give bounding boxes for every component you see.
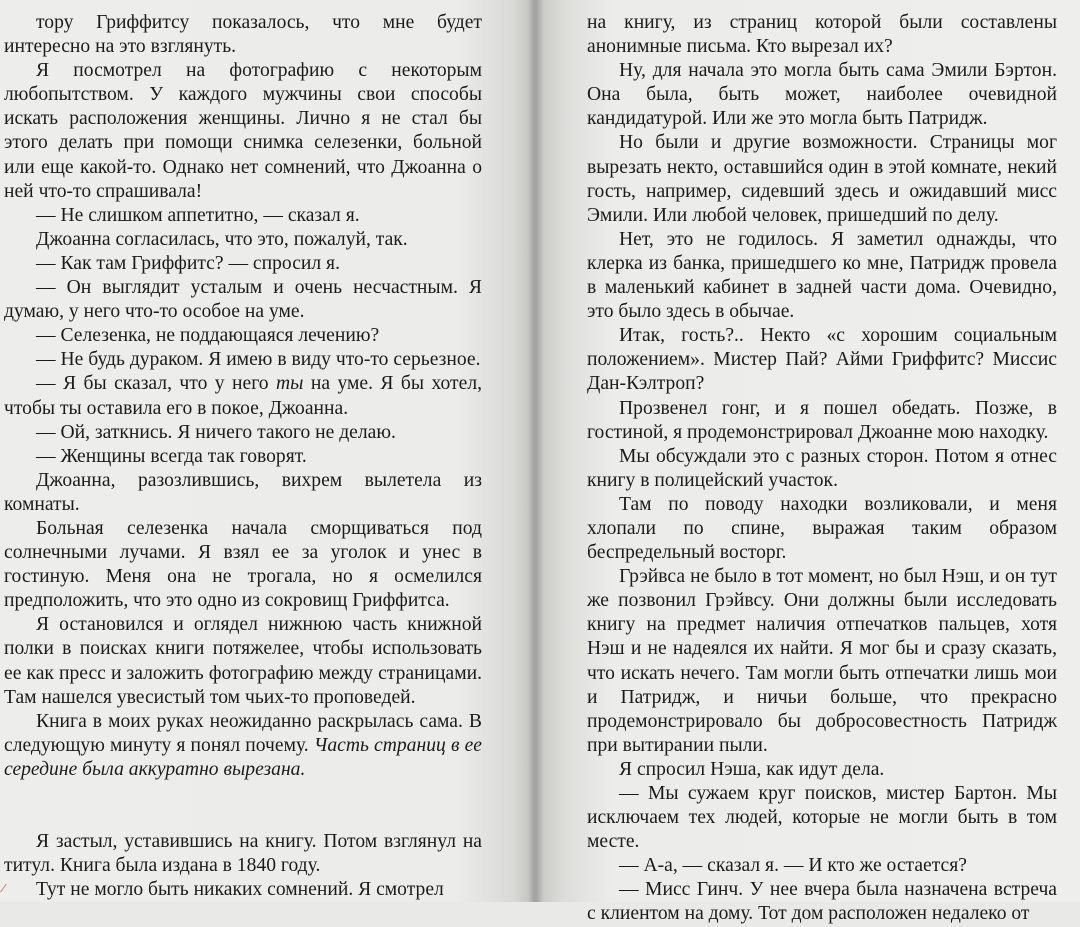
text-run: Книга в моих руках неожиданно раскрылась сама. В следующую минуту я понял почему. [4, 710, 482, 756]
text-run: — Женщины всегда так говорят. [36, 445, 307, 467]
right-page-paragraph [587, 565, 1057, 758]
right-page-paragraph [587, 11, 1057, 59]
right-page-paragraph [587, 782, 1057, 854]
right-page-paragraph [587, 324, 1057, 396]
left-page-paragraph [4, 878, 482, 902]
text-run: — Ой, заткнись. Я ничего такого не делаю. [36, 421, 396, 443]
left-page-paragraph [4, 348, 482, 372]
left-page-paragraph [4, 613, 482, 709]
left-page-paragraph [4, 372, 482, 420]
right-page-paragraph [587, 493, 1057, 565]
right-page-paragraph [587, 854, 1057, 878]
left-page-paragraph [4, 204, 482, 228]
right-page-paragraph [587, 131, 1057, 227]
section-break [4, 782, 482, 830]
left-page [0, 0, 535, 902]
text-run: — Как там Гриффитс? — спросил я. [36, 252, 340, 274]
right-page-paragraph [587, 59, 1057, 131]
text-run: — Не слишком аппетитно, — сказал я. [36, 204, 360, 226]
text-run: на уме. Я бы хотел, чтобы ты оставила его в покое, Джоанна. [4, 373, 482, 419]
book-spine-gutter [528, 0, 544, 902]
left-page-paragraph [4, 445, 482, 469]
text-run: Мы обсуждали это с разных сторон. Потом я отнес книгу в полицейский участок. [587, 445, 1057, 491]
italic-text-run: ты [275, 373, 304, 395]
left-page-paragraph [4, 421, 482, 445]
text-run: Ну, для начала это могла быть сама Эмили Бэртон. Она была, быть может, наиболее очевидной кандидатурой. Или же это могла быть Патридж. [587, 60, 1057, 130]
right-page-paragraph [587, 878, 1057, 926]
left-page-paragraph [4, 517, 482, 613]
left-page-paragraph [4, 276, 482, 324]
text-run: Нет, это не годилось. Я заметил однажды, что клерка из банка, пришедшего ко мне, Патридж провела в маленький кабинет в задней части дома. Очевидно, это было здесь в обычае. [587, 228, 1057, 323]
right-page [535, 0, 1080, 925]
left-page-paragraph [4, 11, 482, 59]
left-page-paragraph [4, 710, 482, 782]
text-run: — Он выглядит усталым и очень несчастным. Я думаю, у него что-то особое на уме. [4, 277, 482, 323]
text-run: — Селезенка, не поддающаяся лечению? [36, 325, 380, 347]
text-run: тору Гриффитсу показалось, что мне будет интересно на это взглянуть. [4, 12, 482, 58]
text-run: Я остановился и оглядел нижнюю часть книжной полки в поисках книги потяжелее, чтобы использовать ее как пресс и заложить фотографию между страницами. Там нашелся увесистый том чьих-то проповедей. [4, 614, 482, 708]
text-run: Я застыл, уставившись на книгу. Потом взглянул на титул. Книга была издана в 1840 году. [4, 831, 482, 877]
text-run: Прозвенел гонг, и я пошел обедать. Позже, в гостиной, я продемонстрировал Джоанне мою находку. [587, 397, 1057, 443]
right-page-paragraph [587, 445, 1057, 493]
text-run: — Не будь дураком. Я имею в виду что-то серьезное. [36, 349, 481, 371]
text-run: Я посмотрел на фотографию с некоторым любопытством. У каждого мужчины свои способы искать расположения женщины. Лично я не стал бы этого делать при помощи снимка селезенки, больной или еще какой-то. Однако нет сомнений, что Джоанна о ней что-то спрашивала! [4, 60, 482, 202]
text-run: — Я бы сказал, что у него [36, 373, 276, 395]
text-run: на книгу, из страниц которой были составлены анонимные письма. Кто вырезал их? [587, 12, 1057, 58]
text-run: — Мисс Гинч. У нее вчера была назначена встреча с клиентом на дому. Тот дом расположен недалеко от [587, 879, 1057, 925]
text-run: Там по поводу находки возликовали, и меня хлопали по спине, выражая таким образом беспредельный восторг. [587, 493, 1057, 564]
text-run: — Мы сужаем круг поисков, мистер Бартон. Мы исключаем тех людей, которые не могли быть в том месте. [587, 783, 1057, 853]
right-page-paragraph [587, 758, 1057, 782]
left-page-paragraph [4, 324, 482, 348]
text-run: Я спросил Нэша, как идут дела. [619, 758, 885, 780]
text-run: Больная селезенка начала сморщиваться под солнечными лучами. Я взял ее за уголок и унес в гостиную. Меня она не трогала, но я осмелился предположить, что это одно из сокровищ Гриффитса. [4, 517, 482, 612]
text-run: Грэйвса не было в тот момент, но был Нэш, и он тут же позвонил Грэйвсу. Они должны были исследовать книгу на предмет наличия отпечатков пальцев, хотя Нэш и не надеялся их найти. Я мог бы и сразу сказать, что искать нечего. Там могли быть отпечатки лишь мои и Патридж, и ничьи больше, что прекрасно продемонстрировало бы добросовестность Патридж при вытирании пыли. [587, 566, 1057, 756]
text-run: Тут не могло быть никаких сомнений. Я смотрел [36, 879, 444, 901]
left-page-paragraph [4, 469, 482, 517]
text-run: Джоанна согласилась, что это, пожалуй, так. [36, 228, 408, 250]
left-page-paragraph [4, 252, 482, 276]
left-page-paragraph [4, 830, 482, 878]
right-page-text [587, 11, 1057, 927]
text-run: Но были и другие возможности. Страницы мог вырезать некто, оставшийся один в этой комнате, некий гость, например, сидевший здесь и ожидавший мисс Эмили. Или любой человек, пришедший по делу. [587, 132, 1057, 226]
text-run: Джоанна, разозлившись, вихрем вылетела из комнаты. [4, 469, 482, 515]
text-run: Итак, гость?.. Некто «с хорошим социальным положением». Мистер Пай? Айми Гриффитс? Миссис Дан-Кэлтроп? [587, 325, 1057, 395]
left-page-paragraph [4, 59, 482, 204]
italic-text-run: Часть страниц в ее середине была аккуратно вырезана. [4, 734, 482, 780]
left-page-paragraph [4, 228, 482, 252]
left-page-text [4, 11, 482, 902]
text-run: — А-а, — сказал я. — И кто же остается? [619, 855, 967, 877]
right-page-paragraph [587, 228, 1057, 324]
right-page-paragraph [587, 397, 1057, 445]
